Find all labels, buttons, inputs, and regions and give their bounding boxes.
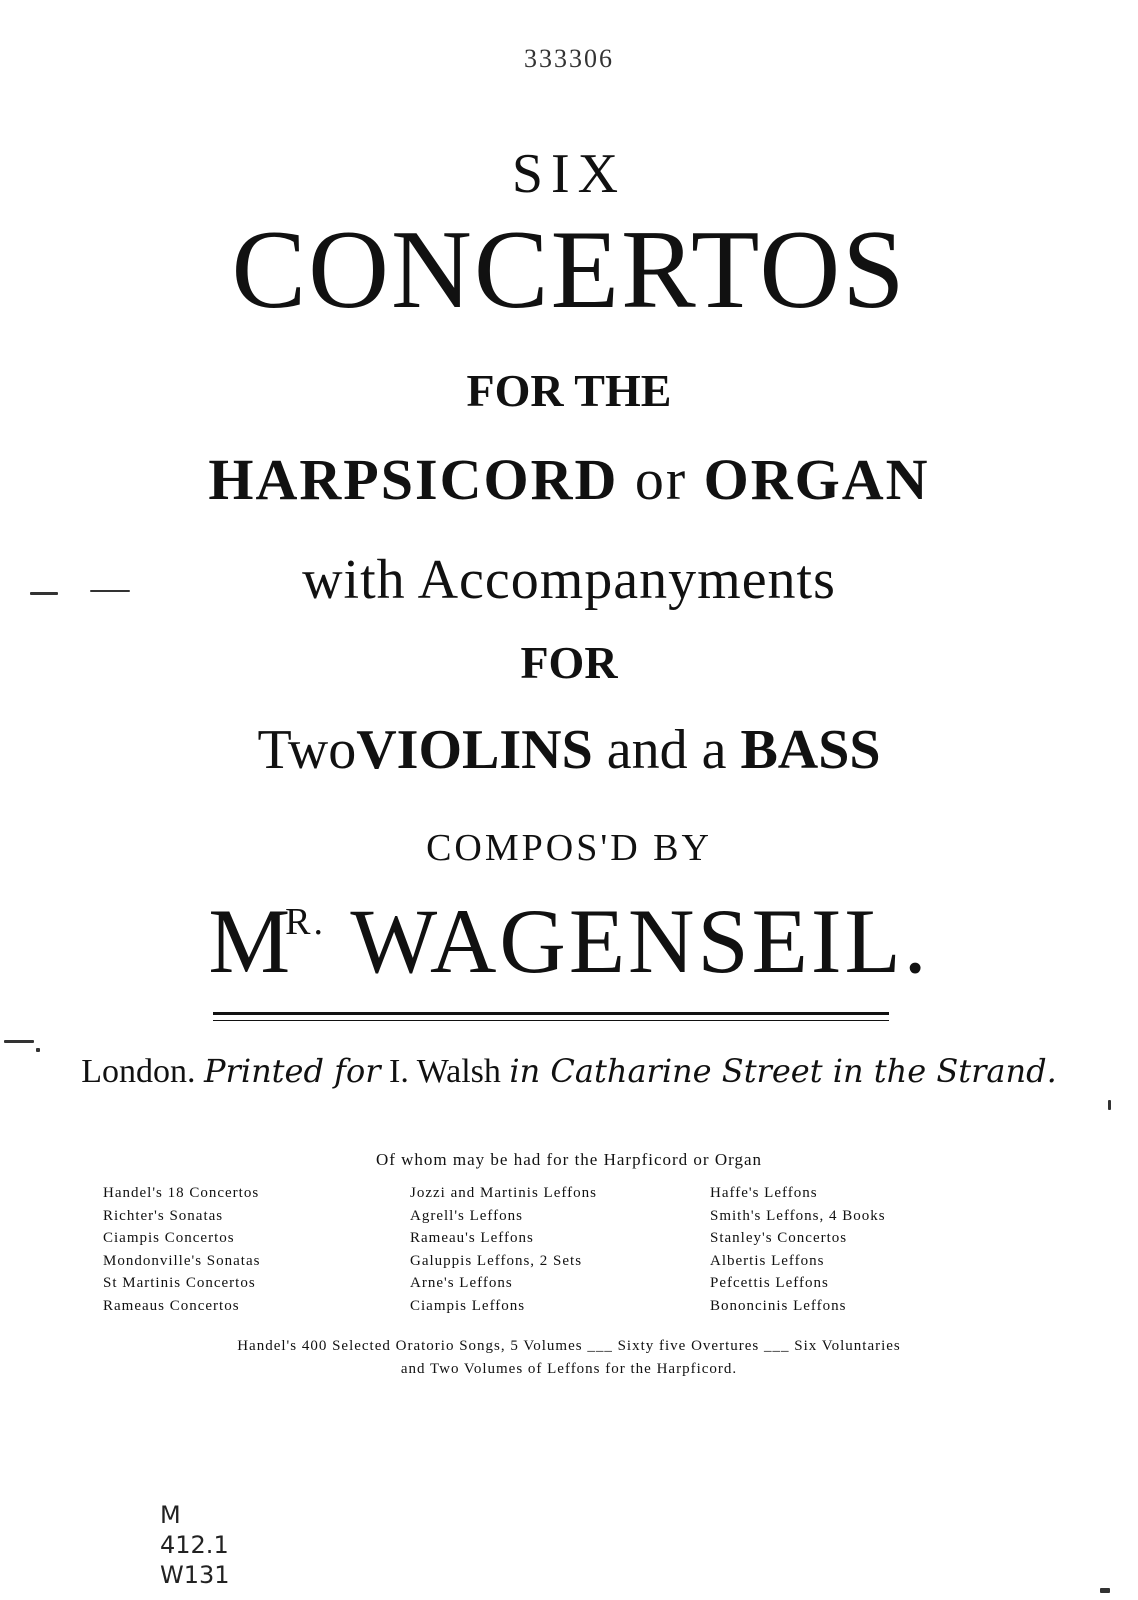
- shelfmark-line: M: [160, 1501, 181, 1529]
- accession-number: 333306: [524, 44, 614, 73]
- composed-by-label: COMPOS'D BY: [426, 827, 712, 869]
- scan-mark: [36, 1048, 40, 1052]
- instrument-or: or: [634, 447, 688, 512]
- catalogue-column-2: [410, 1182, 597, 1317]
- composer-prefix-sup: R.: [285, 901, 326, 943]
- list-item: Arne's Leffons: [410, 1275, 513, 1291]
- imprint-address: in Catharine Street in the Strand.: [509, 1052, 1057, 1090]
- list-item: Agrell's Leffons: [410, 1207, 523, 1224]
- shelfmark-line: W131: [160, 1561, 230, 1589]
- title-for-the: FOR THE: [466, 365, 672, 416]
- title-concertos: CONCERTOS: [231, 208, 907, 332]
- list-item: Bononcinis Leffons: [710, 1297, 847, 1314]
- imprint-printed-for: Printed for: [204, 1052, 381, 1090]
- list-item: Mondonville's Sonatas: [103, 1252, 261, 1269]
- double-rule-top: [213, 1012, 889, 1015]
- title-for: FOR: [520, 637, 618, 688]
- list-item: Pefcettis Leffons: [710, 1275, 829, 1291]
- catalogue-footer-line-1: Handel's 400 Selected Oratorio Songs, 5 Volumes ___ Sixty five Overtures ___ Six Voluntaries: [237, 1338, 901, 1354]
- catalogue-heading: Of whom may be had for the Harpficord or Organ: [375, 1150, 763, 1169]
- list-item: Handel's 18 Concertos: [103, 1185, 260, 1201]
- list-item: Ciampis Concertos: [103, 1230, 235, 1246]
- list-item: Galuppis Leffons, 2 Sets: [410, 1252, 583, 1269]
- list-item: Jozzi and Martinis Leffons: [410, 1185, 597, 1201]
- instrument-organ: ORGAN: [703, 447, 930, 512]
- list-item: Haffe's Leffons: [710, 1185, 818, 1201]
- list-item: Stanley's Concertos: [710, 1230, 848, 1246]
- instrument-harpsicord: HARPSICORD: [208, 447, 619, 512]
- ensemble-violins: VIOLINS: [356, 719, 593, 781]
- list-item: Rameaus Concertos: [103, 1297, 240, 1314]
- title-six: SIX: [511, 143, 627, 205]
- composer-name: [0, 888, 1138, 994]
- title-accompaniments: with Accompanyments: [302, 549, 836, 611]
- shelfmark-line: 412.1: [160, 1531, 229, 1559]
- list-item: Richter's Sonatas: [103, 1207, 224, 1224]
- imprint: [0, 1052, 1138, 1091]
- composer-prefix: M: [208, 890, 294, 992]
- ensemble-two: Two: [257, 719, 357, 781]
- scan-mark: [30, 592, 58, 595]
- title-ensemble: [0, 718, 1138, 782]
- scan-mark: [1100, 1588, 1110, 1593]
- scan-mark: [4, 1040, 34, 1043]
- catalogue-footer-line-2: and Two Volumes of Leffons for the Harpficord.: [400, 1361, 738, 1377]
- list-item: Smith's Leffons, 4 Books: [710, 1207, 886, 1224]
- title-instruments: [0, 446, 1138, 513]
- composer-surname: WAGENSEIL.: [350, 890, 930, 992]
- double-rule-bottom: [213, 1020, 889, 1021]
- list-item: St Martinis Concertos: [103, 1275, 256, 1291]
- scan-mark: [1108, 1100, 1111, 1110]
- imprint-publisher: I. Walsh: [389, 1053, 501, 1090]
- catalogue-column-3: [710, 1182, 886, 1317]
- ensemble-and: and a: [606, 719, 727, 781]
- imprint-city: London.: [81, 1053, 196, 1090]
- scan-mark: [90, 590, 130, 592]
- catalogue-column-1: [103, 1182, 260, 1317]
- shelfmark: [160, 1500, 230, 1590]
- list-item: Ciampis Leffons: [410, 1297, 526, 1314]
- list-item: Rameau's Leffons: [410, 1230, 534, 1246]
- list-item: Albertis Leffons: [710, 1252, 825, 1269]
- ensemble-bass: BASS: [740, 719, 881, 781]
